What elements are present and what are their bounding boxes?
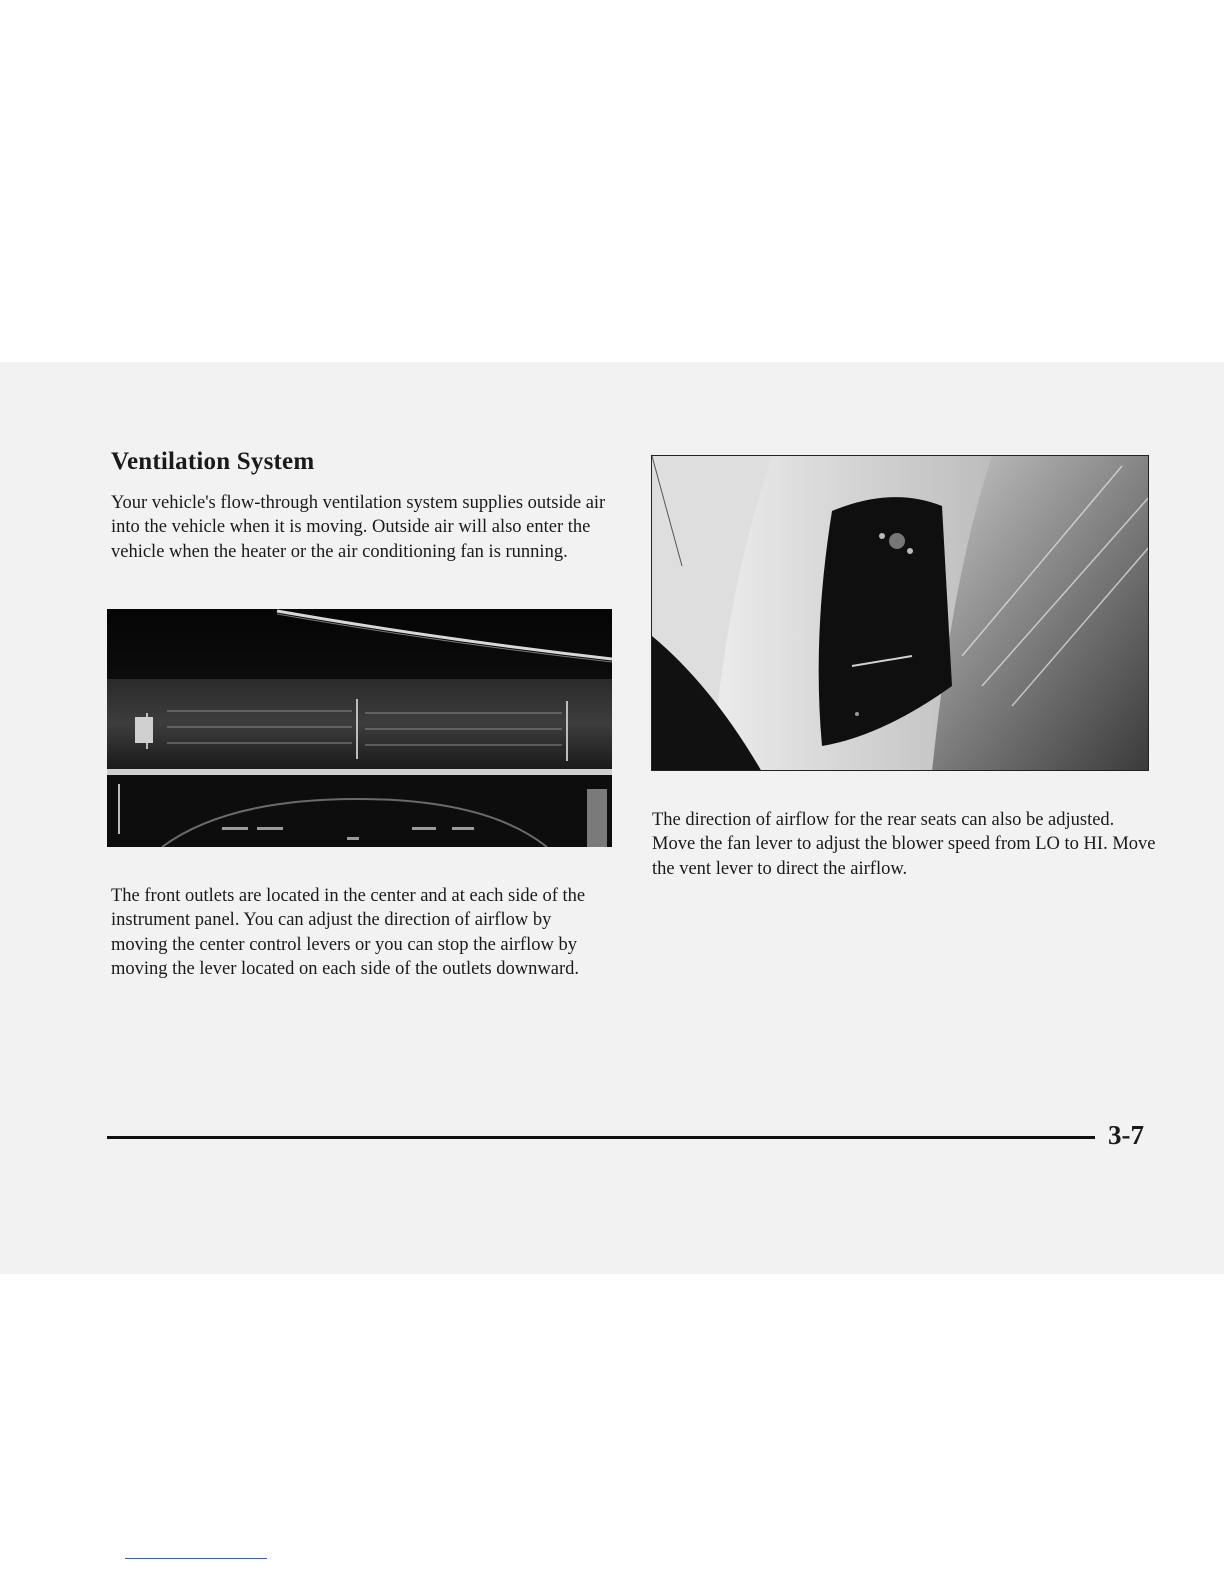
- page-number: 3-7: [1108, 1120, 1144, 1150]
- intro-paragraph: Your vehicle's flow-through ventilation system supplies outside air into the vehicle when it is moving. Outside air will also enter the vehicle when the heater or the air conditioning fan is running.: [111, 493, 606, 562]
- footer-rule: [107, 1136, 1095, 1139]
- rear-outlets-paragraph: The direction of airflow for the rear seats can also be adjusted. Move the fan lever to adjust the blower speed from LO to HI. Move the vent lever to direct the airflow.: [652, 810, 1156, 879]
- section-heading: Ventilation System: [111, 448, 315, 475]
- footer-link-underline: [125, 1558, 267, 1559]
- front-vents-photo: [107, 609, 612, 847]
- rear-vents-photo: [651, 455, 1149, 771]
- front-outlets-paragraph: The front outlets are located in the center and at each side of the instrument panel. You can adjust the direction of airflow by moving the center control levers or you can stop the airflow by moving the lever located on each side of the outlets downward.: [111, 886, 586, 979]
